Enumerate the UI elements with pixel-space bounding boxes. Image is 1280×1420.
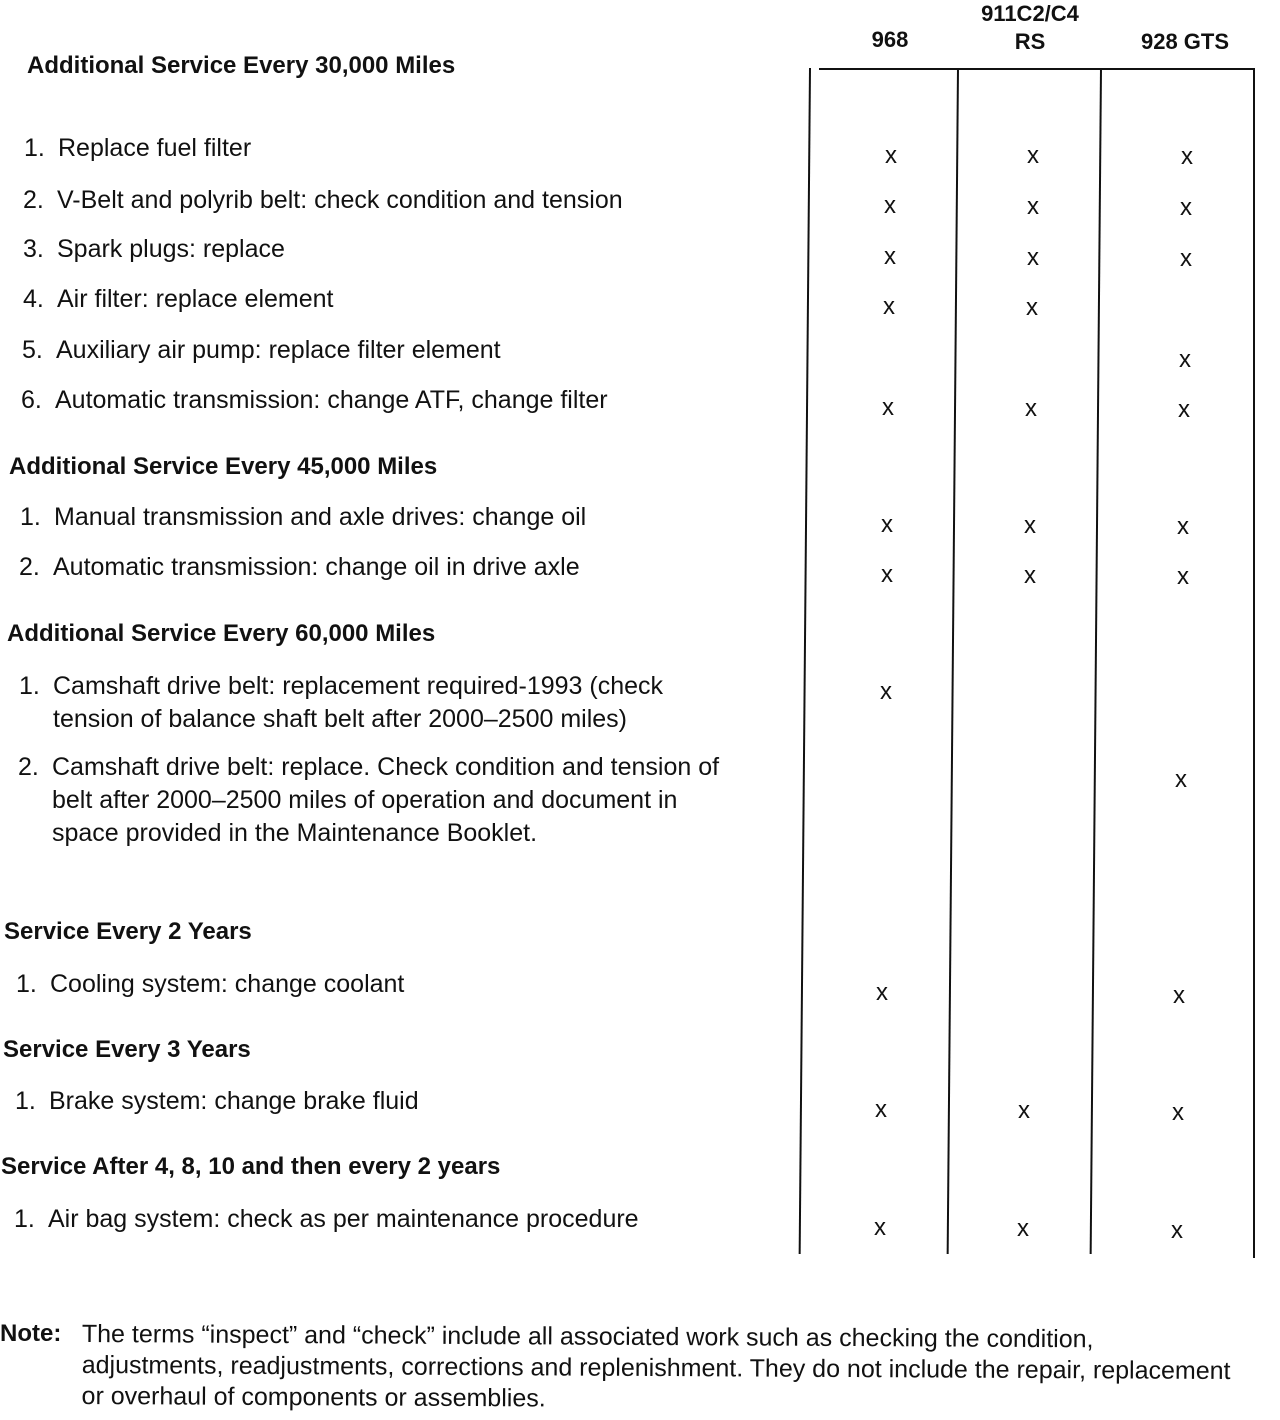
mark-928: x	[1181, 143, 1193, 170]
mark-968: x	[875, 1096, 887, 1123]
list-item	[23, 233, 803, 266]
mark-911: x	[1025, 395, 1037, 422]
mark-911: x	[1027, 193, 1039, 220]
item-text: V-Belt and polyrib belt: check condition and tension	[57, 186, 623, 214]
section-title-60000: Additional Service Every 60,000 Miles	[7, 620, 436, 647]
mark-968: x	[884, 192, 896, 219]
list-item	[14, 1203, 794, 1236]
mark-911: x	[1024, 562, 1036, 589]
item-number: 2.	[23, 186, 44, 214]
mark-911: x	[1027, 142, 1039, 169]
item-number: 1.	[20, 503, 41, 531]
item-number: 1.	[14, 1205, 35, 1233]
mark-968: x	[881, 511, 893, 538]
mark-911: x	[1024, 512, 1036, 539]
mark-911: x	[1027, 244, 1039, 271]
list-item	[21, 384, 801, 417]
item-text: Automatic transmission: change oil in drive axle	[53, 553, 580, 581]
column-header-928-label: 928 GTS	[1140, 29, 1230, 54]
section-title-airbag: Service After 4, 8, 10 and then every 2 years	[1, 1153, 501, 1180]
list-item	[15, 1085, 795, 1118]
item-text: Spark plugs: replace	[57, 235, 285, 263]
list-item	[24, 132, 804, 165]
mark-928: x	[1171, 1217, 1183, 1244]
list-item	[19, 670, 739, 736]
column-header-911c2-c4-rs	[960, 0, 1100, 56]
list-item	[23, 283, 803, 316]
item-text: Replace fuel filter	[58, 134, 252, 162]
mark-928: x	[1172, 1099, 1184, 1126]
column-header-968	[850, 26, 930, 54]
mark-911: x	[1018, 1097, 1030, 1124]
item-number: 2.	[19, 553, 40, 581]
item-text: Camshaft drive belt: replace. Check condition and tension of belt after 2000–2500 miles of operation and document in space provided in the Maintenance Booklet.	[52, 753, 720, 847]
mark-968: x	[881, 561, 893, 588]
list-item	[20, 501, 800, 534]
item-text: Cooling system: change coolant	[50, 970, 405, 998]
item-text: Brake system: change brake fluid	[49, 1087, 419, 1115]
mark-928: x	[1179, 346, 1191, 373]
table-divider-2	[1090, 68, 1102, 1254]
list-item	[22, 334, 802, 367]
item-number: 5.	[22, 336, 43, 364]
item-text: Auxiliary air pump: replace filter element	[56, 336, 501, 364]
item-text: Automatic transmission: change ATF, change filter	[55, 386, 608, 414]
column-header-911-line1: 911C2/C4	[981, 1, 1079, 26]
mark-928: x	[1177, 563, 1189, 590]
list-item	[16, 968, 796, 1001]
mark-968: x	[880, 678, 892, 705]
mark-928: x	[1180, 245, 1192, 272]
item-text: Air bag system: check as per maintenance procedure	[48, 1205, 639, 1233]
mark-928: x	[1180, 194, 1192, 221]
mark-928: x	[1177, 513, 1189, 540]
mark-968: x	[876, 979, 888, 1006]
item-number: 2.	[18, 753, 39, 781]
note-text: The terms “inspect” and “check” include all associated work such as checking the condition, adjustments, readjustments, corrections and replenishment. They do not include the repair, replacement or overhaul of components or assemblies.	[81, 1320, 1231, 1413]
mark-928: x	[1173, 982, 1185, 1009]
item-number: 6.	[21, 386, 42, 414]
item-number: 1.	[15, 1087, 36, 1115]
mark-968: x	[882, 394, 894, 421]
item-number: 3.	[23, 235, 44, 263]
item-number: 1.	[16, 970, 37, 998]
note-label: Note:	[0, 1320, 62, 1347]
column-header-911-line2: RS	[1014, 29, 1046, 54]
mark-968: x	[883, 293, 895, 320]
mark-968: x	[885, 142, 897, 169]
mark-968: x	[874, 1214, 886, 1241]
list-item	[19, 551, 799, 584]
section-title-30000: Additional Service Every 30,000 Miles	[27, 52, 456, 79]
item-text: Air filter: replace element	[57, 285, 334, 313]
item-number: 1.	[19, 672, 40, 700]
section-title-2-years: Service Every 2 Years	[4, 918, 252, 945]
item-number: 1.	[24, 134, 45, 162]
mark-911: x	[1026, 294, 1038, 321]
list-item	[23, 184, 803, 217]
table-right-border	[1253, 68, 1255, 1258]
section-title-45000: Additional Service Every 45,000 Miles	[9, 453, 438, 480]
column-header-968-label: 968	[871, 27, 909, 52]
mark-911: x	[1017, 1215, 1029, 1242]
list-item	[18, 751, 738, 883]
section-title-3-years: Service Every 3 Years	[3, 1036, 251, 1063]
mark-928: x	[1175, 766, 1187, 793]
table-top-border	[819, 68, 1255, 70]
table-divider-1	[947, 68, 959, 1254]
item-number: 4.	[23, 285, 44, 313]
item-text: Manual transmission and axle drives: change oil	[54, 503, 587, 531]
item-text: Camshaft drive belt: replacement required-1993 (check tension of balance shaft belt after 2000–2500 miles)	[53, 672, 664, 733]
mark-968: x	[884, 243, 896, 270]
column-header-928-gts	[1120, 28, 1250, 56]
mark-928: x	[1178, 396, 1190, 423]
